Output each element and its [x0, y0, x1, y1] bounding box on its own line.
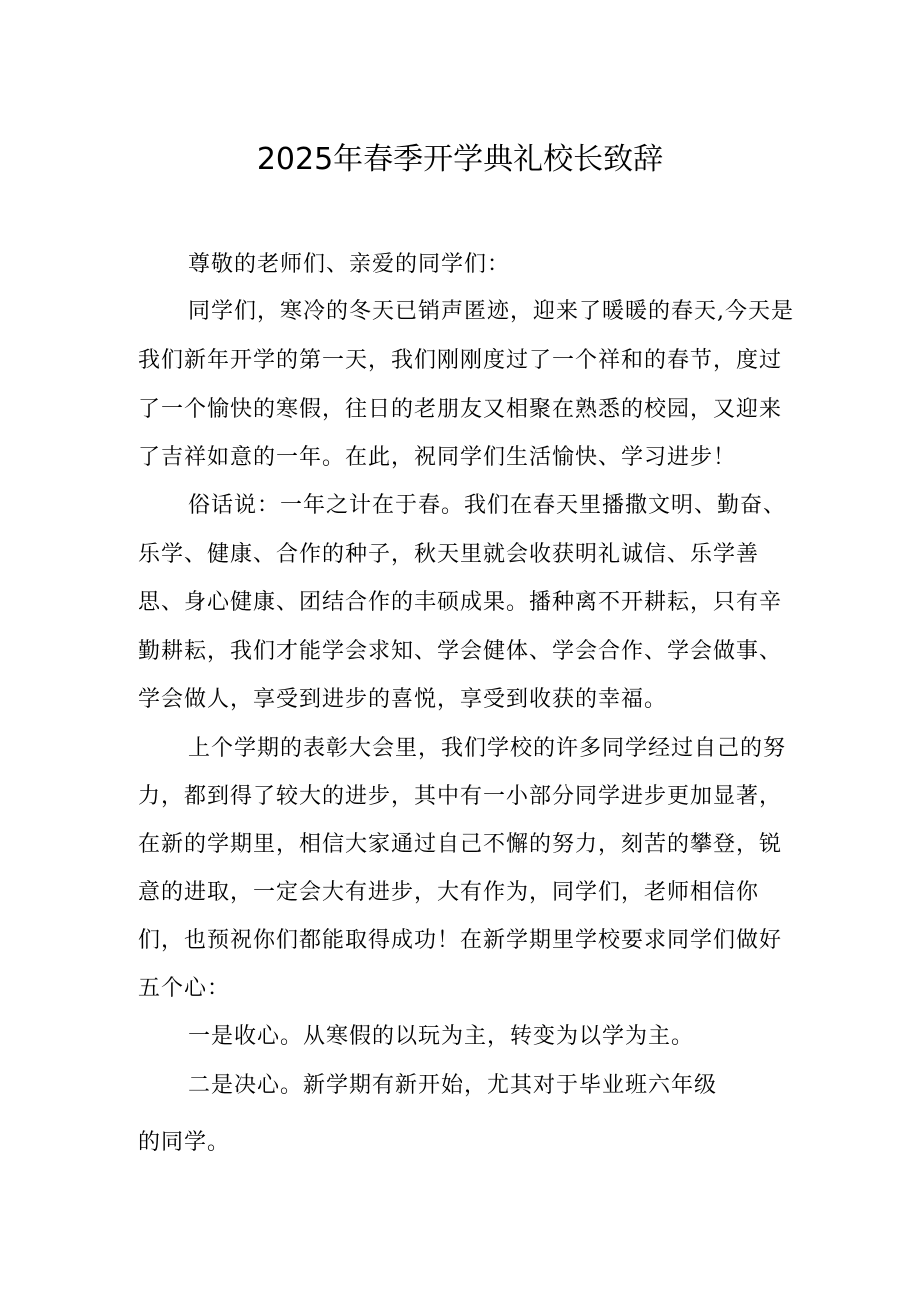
paragraph-line: 一是收心。从寒假的以玩为主，转变为以学为主。 — [188, 1024, 695, 1049]
paragraph-line: 意的进取，一定会大有进步，大有作为，同学们，老师相信你 — [138, 880, 760, 905]
paragraph-line: 勤耕耘，我们才能学会求知、学会健体、学会合作、学会做事、 — [138, 639, 783, 664]
paragraph-line: 俗话说：一年之计在于春。我们在春天里播撒文明、勤奋、 — [188, 493, 787, 518]
paragraph-line: 在新的学期里，相信大家通过自己不懈的努力，刻苦的攀登，锐 — [138, 832, 783, 857]
document-title: 2025年春季开学典礼校长致辞 — [256, 142, 664, 177]
paragraph-line: 思、身心健康、团结合作的丰硕成果。播种离不开耕耘，只有辛 — [138, 590, 783, 615]
paragraph-line: 学会做人，享受到进步的喜悦，享受到收获的幸福。 — [138, 687, 668, 712]
paragraph-line: 了吉祥如意的一年。在此，祝同学们生活愉快、学习进步！ — [138, 445, 737, 470]
paragraph-line: 力，都到得了较大的进步，其中有一小部分同学进步更加显著， — [138, 784, 783, 809]
paragraph-line: 的同学。 — [138, 1130, 231, 1155]
paragraph-line: 乐学、健康、合作的种子，秋天里就会收获明礼诚信、乐学善 — [138, 542, 760, 567]
paragraph-line: 二是决心。新学期有新开始，尤其对于毕业班六年级 — [188, 1073, 718, 1098]
paragraph-line: 们，也预祝你们都能取得成功！在新学期里学校要求同学们做好 — [138, 928, 783, 953]
salutation-line: 尊敬的老师们、亲爱的同学们： — [188, 252, 511, 277]
paragraph-line: 五个心： — [138, 976, 231, 1001]
paragraph-line: 上个学期的表彰大会里，我们学校的许多同学经过自己的努 — [188, 736, 787, 761]
paragraph-line: 我们新年开学的第一天，我们刚刚度过了一个祥和的春节，度过 — [138, 348, 783, 373]
paragraph-line: 了一个愉快的寒假，往日的老朋友又相聚在熟悉的校园，又迎来 — [138, 397, 783, 422]
paragraph-line: 同学们，寒冷的冬天已销声匿迹，迎来了暖暖的春天,今天是 — [188, 299, 794, 324]
